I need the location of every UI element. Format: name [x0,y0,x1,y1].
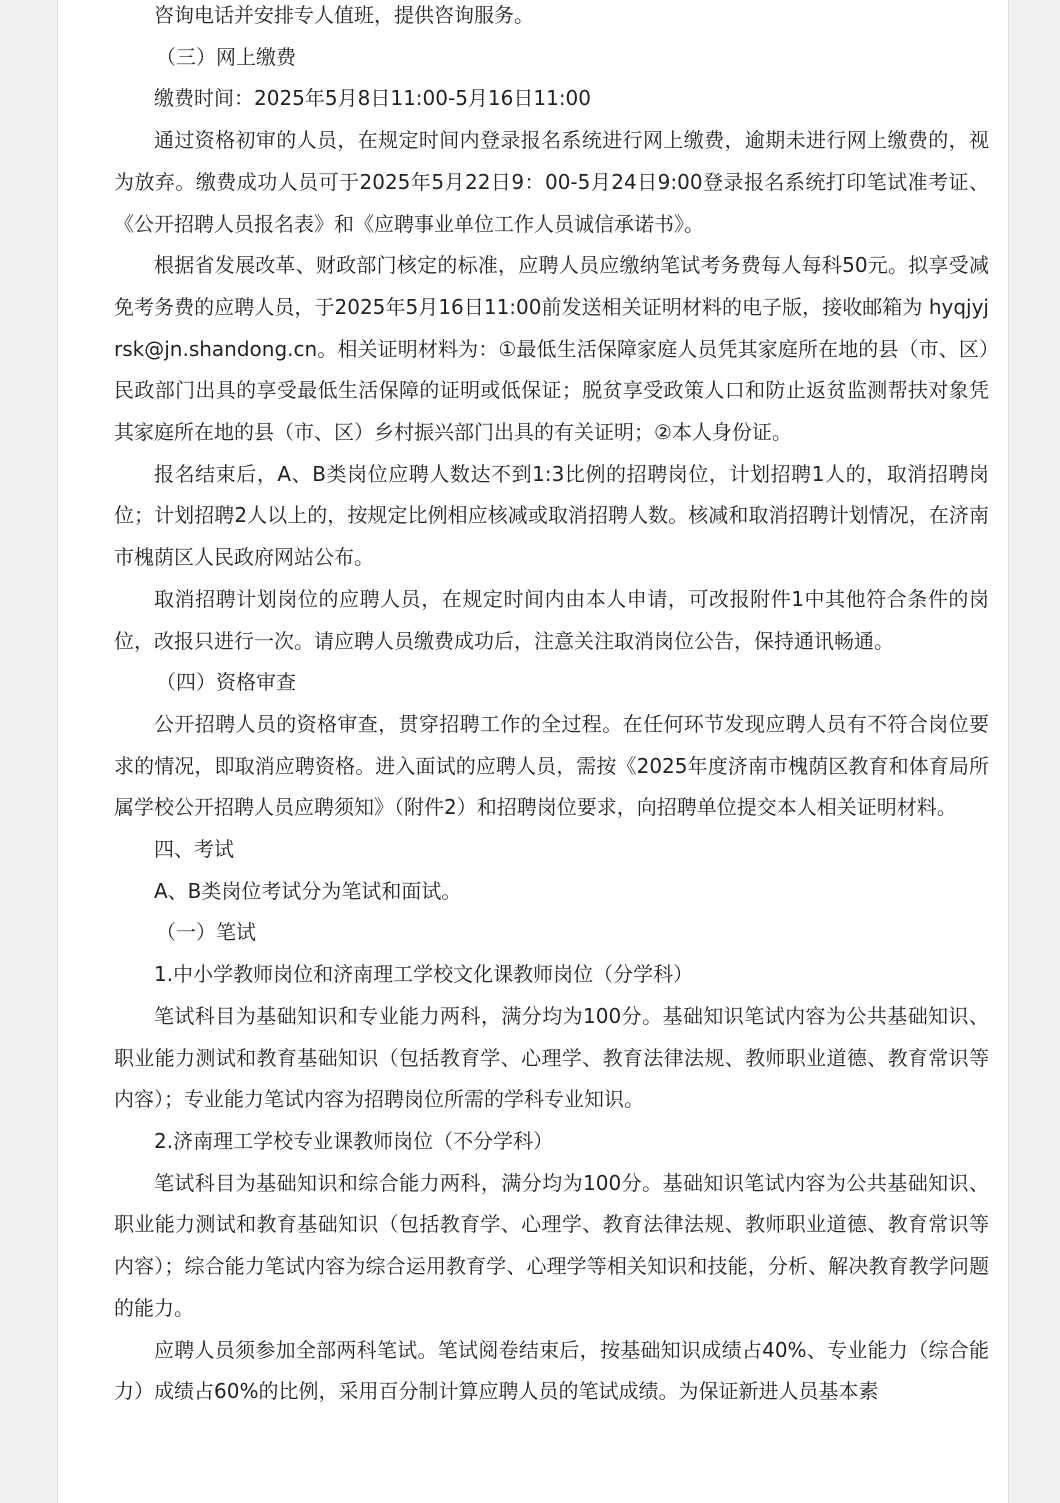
paragraph-exam-types: A、B类岗位考试分为笔试和面试。 [154,878,462,903]
document-page [57,0,1009,1503]
paragraph-qualification-review: 公开招聘人员的资格审查，贯穿招聘工作的全过程。在任何环节发现应聘人员有不符合岗位要求的情况，即取消应聘资格。进入面试的应聘人员，需按《2025年度济南市槐荫区教育和体育局所属学校公开招聘人员应聘须知》（附件2）和招聘岗位要求，向招聘单位提交本人相关证明材料。 [114,711,989,820]
paragraph-consult-service: 咨询电话并安排专人值班，提供咨询服务。 [154,3,534,27]
paragraph-payment-process: 通过资格初审的人员，在规定时间内登录报名系统进行网上缴费，逾期未进行网上缴费的，视为放弃。缴费成功人员可于2025年5月22日9：00-5月24日9:00登录报名系统打印笔试准考证、《公开招聘人员报名表》和《应聘事业单位工作人员诚信承诺书》。 [114,128,989,236]
paragraph-ratio-rule: 报名结束后，A、B类岗位应聘人数达不到1:3比例的招聘岗位，计划招聘1人的，取消招聘岗位；计划招聘2人以上的，按规定比例相应核减或取消招聘人数。核减和取消招聘计划情况，在济南市槐荫区人民政府网站公布。 [114,461,989,570]
paragraph-score-calculation: 应聘人员须参加全部两科笔试。笔试阅卷结束后，按基础知识成绩占40%、专业能力（综合能力）成绩占60%的比例，采用百分制计算应聘人员的笔试成绩。为保证新进人员基本素 [114,1337,989,1404]
paragraph-payment-time: 缴费时间：2025年5月8日11:00-5月16日11:00 [154,86,592,111]
heading-exam: 四、考试 [154,837,234,862]
subheading-professional-course-posts: 2.济南理工学校专业课教师岗位（不分学科） [154,1128,554,1153]
subheading-teacher-posts: 1.中小学教师岗位和济南理工学校文化课教师岗位（分学科） [154,962,694,987]
paragraph-teacher-exam-subjects: 笔试科目为基础知识和专业能力两科，满分均为100分。基础知识笔试内容为公共基础知识、职业能力测试和教育基础知识（包括教育学、心理学、教育法律法规、教师职业道德、教育常识等内容）；专业能力笔试内容为招聘岗位所需的学科专业知识。 [114,1003,989,1112]
heading-online-payment: （三）网上缴费 [156,44,296,69]
paragraph-professional-exam-subjects: 笔试科目为基础知识和综合能力两科，满分均为100分。基础知识笔试内容为公共基础知识、职业能力测试和教育基础知识（包括教育学、心理学、教育法律法规、教师职业道德、教育常识等内容）；综合能力笔试内容为综合运用教育学、心理学等相关知识和技能，分析、解决教育教学问题的能力。 [114,1170,989,1320]
paragraph-exam-fee: 根据省发展改革、财政部门核定的标准，应聘人员应缴纳笔试考务费每人每科50元。拟享受减免考务费的应聘人员，于2025年5月16日11:00前发送相关证明材料的电子版，接收邮箱为 hyqjyjrsk@jn.shandong.cn。相关证明材料为：①最低生活保障家庭人员凭其家庭所在地的县（市、区）民政部门出具的享受最低生活保障的证明或低保证；脱贫享受政策人口和防止返贫监测帮扶对象凭其家庭所在地的县（市、区）乡村振兴部门出具的有关证明；②本人身份证。 [114,253,989,445]
document-body [114,0,989,1413]
heading-written-exam: （一）笔试 [156,920,256,945]
paragraph-reapply: 取消招聘计划岗位的应聘人员，在规定时间内由本人申请，可改报附件1中其他符合条件的岗位，改报只进行一次。请应聘人员缴费成功后，注意关注取消岗位公告，保持通讯畅通。 [114,586,989,653]
heading-qualification-review: （四）资格审查 [156,670,296,695]
